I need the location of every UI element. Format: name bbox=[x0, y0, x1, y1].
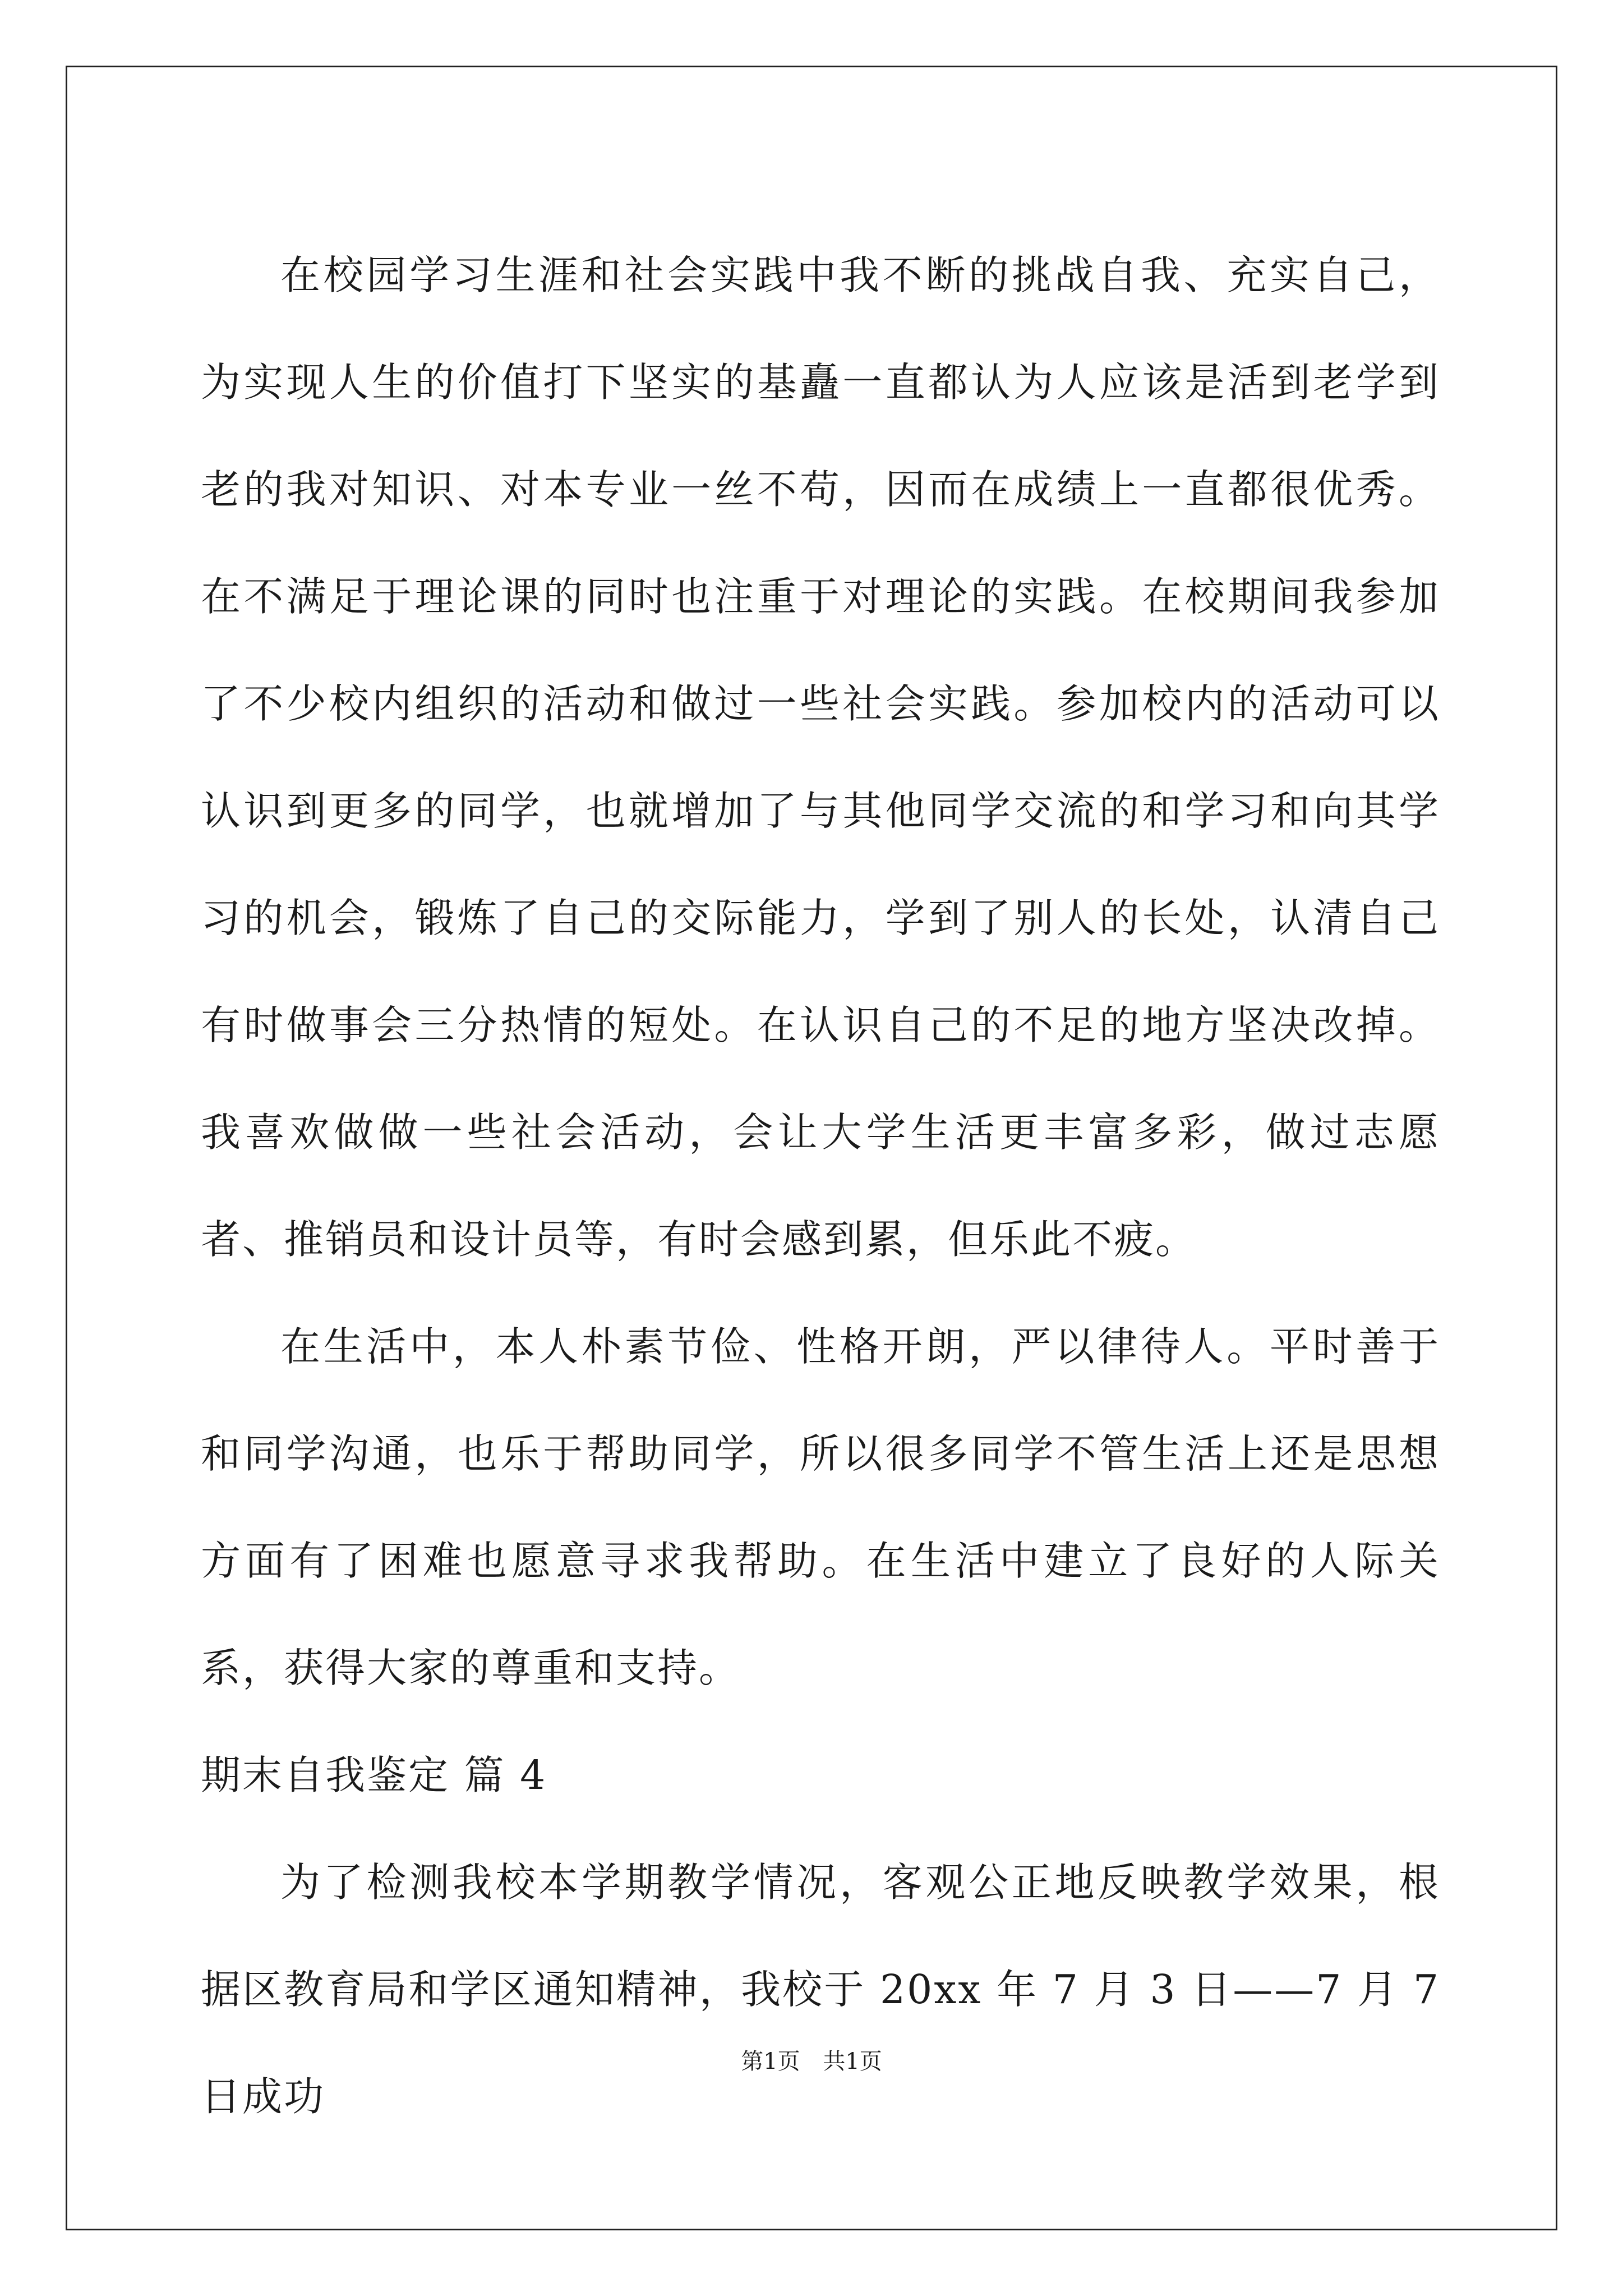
page-number: 第1页 bbox=[741, 2049, 800, 2074]
paragraph-1: 在校园学习生涯和社会实践中我不断的挑战自我、充实自己，为实现人生的价值打下坚实的基矗一直都认为人应该是活到老学到老的我对知识、对本专业一丝不苟，因而在成绩上一直都很优秀。在不满足于理论课的同时也注重于对理论的实践。在校期间我参加了不少校内组织的活动和做过一些社会实践。参加校内的活动可以认识到更多的同学，也就增加了与其他同学交流的和学习和向其学习的机会，锻炼了自己的交际能力，学到了别人的长处，认清自己有时做事会三分热情的短处。在认识自己的不足的地方坚决改掉。我喜欢做做一些社会活动，会让大学生活更丰富多彩，做过志愿者、推销员和设计员等，有时会感到累，但乐此不疲。 bbox=[201, 252, 1440, 1263]
paragraph-2: 在生活中，本人朴素节俭、性格开朗，严以律待人。平时善于和同学沟通，也乐于帮助同学，所以很多同学不管生活上还是思想方面有了困难也愿意寻求我帮助。在生活中建立了良好的人际关系，获得大家的尊重和支持。 bbox=[201, 1323, 1440, 1691]
section-heading: 期末自我鉴定 篇 4 bbox=[201, 1752, 547, 1798]
page-footer bbox=[0, 2045, 1623, 2078]
section-paragraph: 为了检测我校本学期教学情况，客观公正地反映教学效果，根据区教育局和学区通知精神，我校于 20xx 年 7 月 3 日——7 月 7 日成功 bbox=[201, 1859, 1440, 2120]
document-body bbox=[201, 222, 1440, 2150]
total-pages: 共1页 bbox=[823, 2049, 882, 2074]
